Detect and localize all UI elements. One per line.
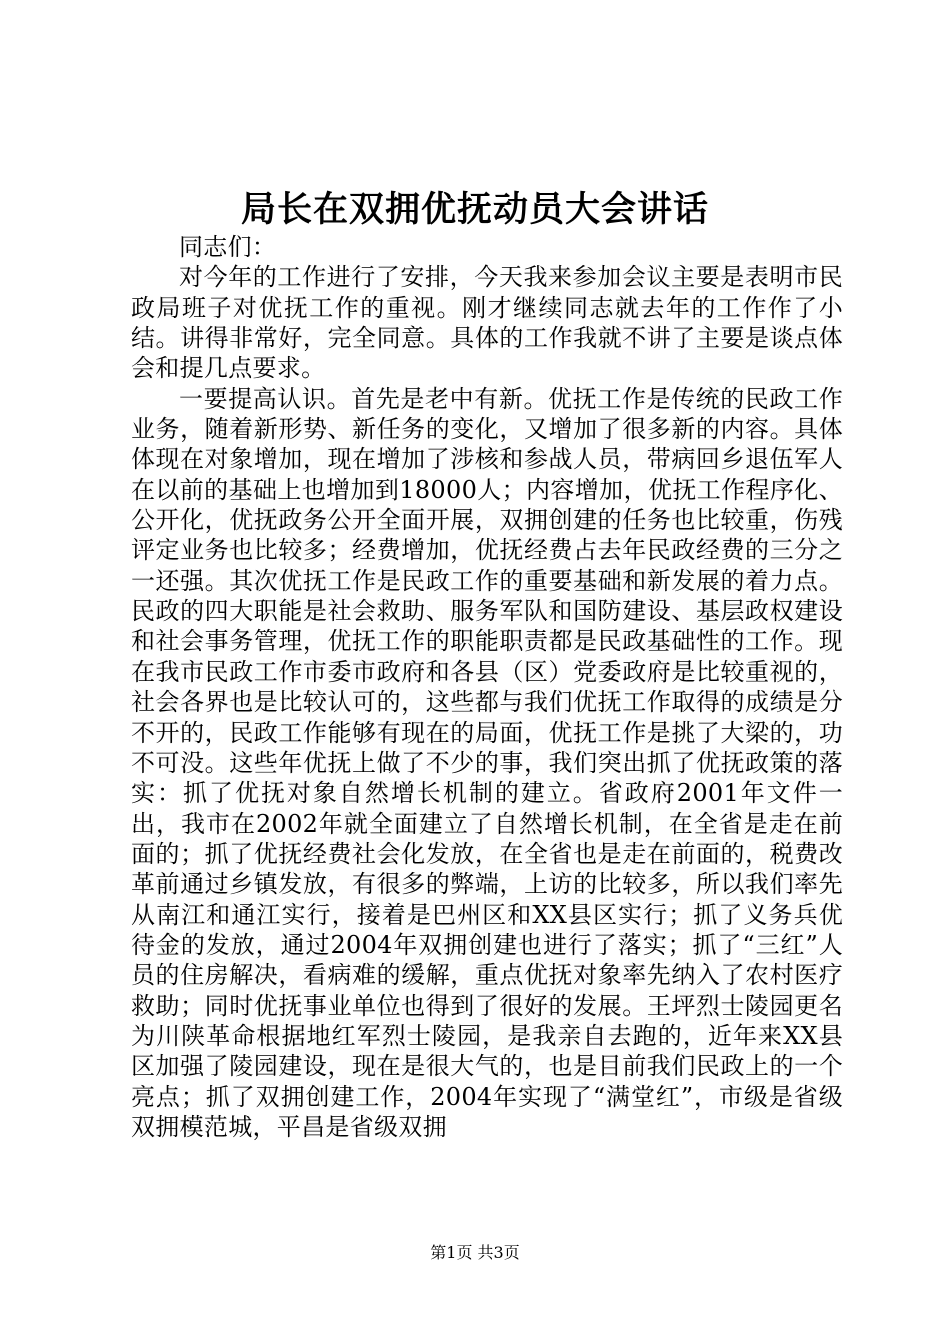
page-number-footer: 第1页 共3页 (430, 1243, 520, 1262)
document-title: 局长在双拥优抚动员大会讲话 (240, 189, 709, 230)
salutation: 同志们： (179, 233, 277, 261)
body-paragraph: 对今年的工作进行了安排，今天我来参加会议主要是表明市民政局班子对优抚工作的重视。刚才继续同志就去年的工作作了小结。讲得非常好，完全同意。具体的工作我就不讲了主要是谈点体会和提几点要求。 (131, 263, 843, 383)
body-paragraph: 一要提高认识。首先是老中有新。优抚工作是传统的民政工作业务，随着新形势、新任务的变化，又增加了很多新的内容。具体体现在对象增加，现在增加了涉核和参战人员，带病回乡退伍军人在以前的基础上也增加到18000人；内容增加，优抚工作程序化、公开化，优抚政务公开全面开展，双拥创建的任务也比较重，伤残评定业务也比较多；经费增加，优抚经费占去年民政经费的三分之一还强。其次优抚工作是民政工作的重要基础和新发展的着力点。民政的四大职能是社会救助、服务军队和国防建设、基层政权建设和社会事务管理，优抚工作的职能职责都是民政基础性的工作。现在我市民政工作市委市政府和各县（区）党委政府是比较重视的，社会各界也是比较认可的，这些都与我们优抚工作取得的成绩是分不开的，民政工作能够有现在的局面，优抚工作是挑了大梁的，功不可没。这些年优抚上做了不少的事，我们突出抓了优抚政策的落实：抓了优抚对象自然增长机制的建立。省政府2001年文件一出，我市在2002年就全面建立了自然增长机制，在全省是走在前面的；抓了优抚经费社会化发放，在全省也是走在前面的，税费改革前通过乡镇发放，有很多的弊端，上访的比较多，所以我们率先从南江和通江实行，接着是巴州区和XX县区实行；抓了义务兵优待金的发放，通过2004年双拥创建也进行了落实；抓了“三红”人员的住房解决，看病难的缓解，重点优抚对象率先纳入了农村医疗救助；同时优抚事业单位也得到了很好的发展。王坪烈士陵园更名为川陕革命根据地红军烈士陵园，是我亲自去跑的，近年来XX县区加强了陵园建设，现在是很大气的，也是目前我们民政上的一个亮点；抓了双拥创建工作，2004年实现了“满堂红”，市级是省级双拥模范城，平昌是省级双拥 (131, 384, 843, 1141)
document-body (131, 232, 843, 1142)
